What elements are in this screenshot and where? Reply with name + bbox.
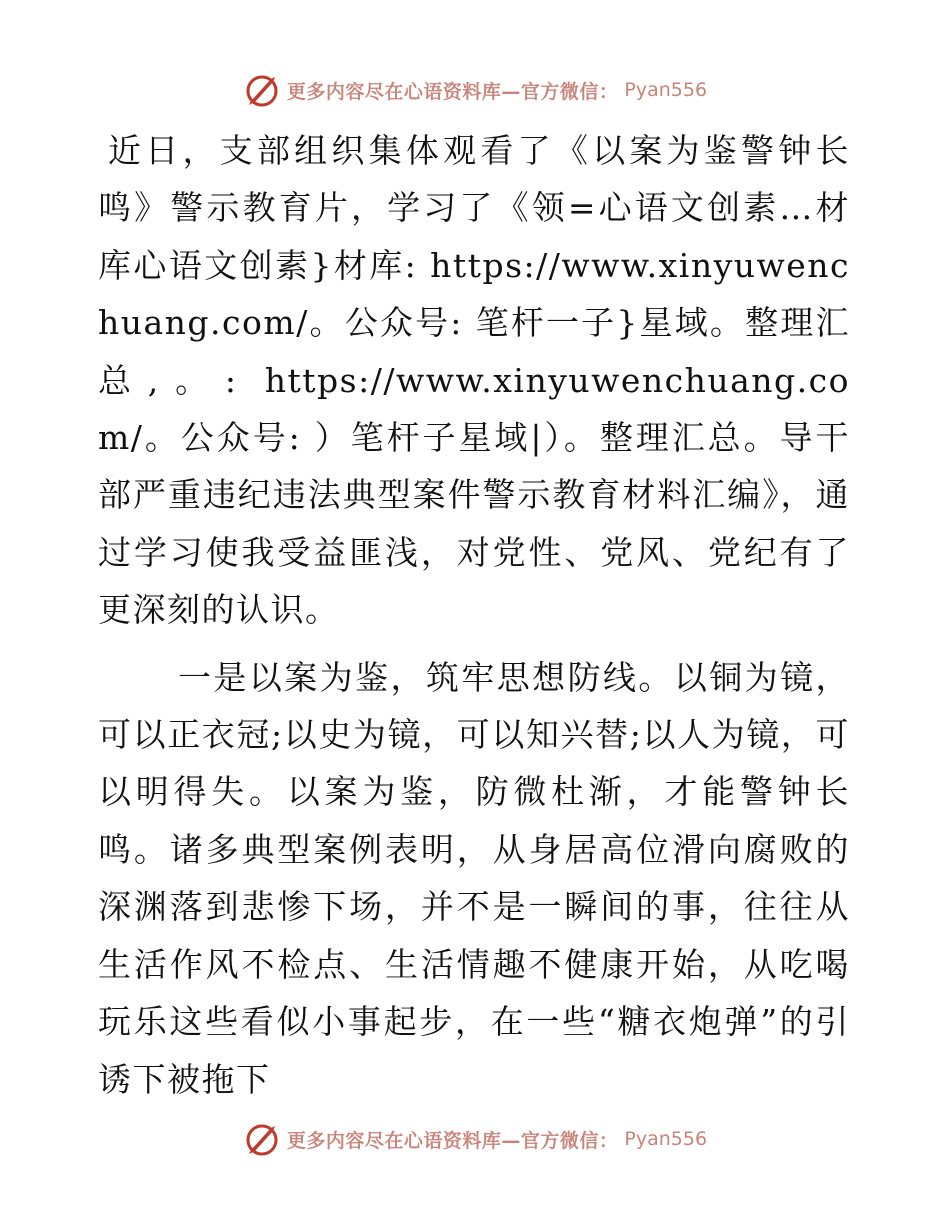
feather-pen-logo-icon	[243, 1120, 281, 1158]
header-banner	[0, 68, 950, 112]
footer-wechat-id: Pyan556	[624, 1128, 708, 1150]
header-banner-text: 更多内容尽在心语资料库—官方微信：	[286, 80, 619, 103]
footer-banner-text: 更多内容尽在心语资料库—官方微信：	[286, 1129, 619, 1152]
header-wechat-id: Pyan556	[624, 79, 708, 101]
document-body	[98, 122, 850, 1108]
feather-pen-logo-icon	[243, 71, 281, 109]
footer-banner	[0, 1117, 950, 1161]
paragraph-intro: 近日，支部组织集体观看了《以案为鉴警钟长鸣》警示教育片，学习了《领=心语文创素…材库心语文创素}材库: https://www.xinyuwenchuang.com/。公众号: 笔杆一子}星域。整理汇总,。: https://www.xinyuwenchuang.com/。公众号: ）笔杆子星域|）。整理汇总。导干部严重违纪违法典型案件警示教育材料汇编》，通过学习使我受益匪浅，对党性、党风、党纪有了更深刻的认识。	[98, 131, 850, 630]
paragraph-point-one: 一是以案为鉴，筑牢思想防线。以铜为镜，可以正衣冠;以史为镜，可以知兴替;以人为镜，可以明得失。以案为鉴，防微杜渐，才能警钟长鸣。诸多典型案例表明，从身居高位滑向腐败的深渊落到悲惨下场，并不是一瞬间的事，往往从生活作风不检点、生活情趣不健康开始，从吃喝玩乐这些看似小事起步，在一些“糖衣炮弹”的引诱下被拖下	[98, 657, 850, 1099]
